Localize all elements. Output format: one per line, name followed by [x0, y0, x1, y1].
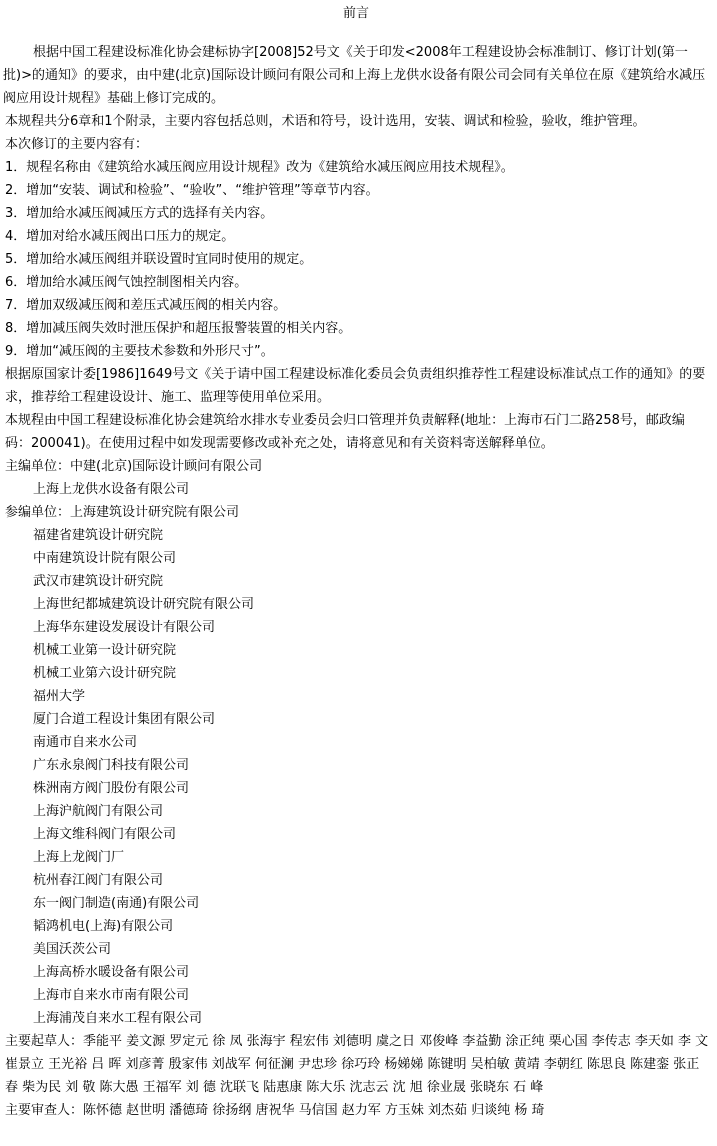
participating-unit: 南通市自来水公司: [33, 735, 138, 750]
list-item: 2．增加“安装、调试和检验”、“验收”、“维护管理”等章节内容。: [5, 183, 379, 198]
reviewers-paragraph: 主要审查人：陈怀德 赵世明 潘德琦 徐扬纲 唐祝华 马信国 赵力军 方玉妹 刘杰茹 归谈纯 杨 琦: [5, 1103, 545, 1118]
participating-unit: 上海上龙阀门厂: [33, 850, 125, 865]
participating-unit: 株洲南方阀门股份有限公司: [33, 781, 190, 796]
drafters-paragraph: 主要起草人：季能平 姜文源 罗定元 徐 凤 张海宇 程宏伟 刘德明 虞之日 邓俊峰 李益勤 涂正纯 栗心国 李传志 李天如 李 文 崔景立 王光裕 吕 晖 刘彦菁 殷家伟 刘战军 何征澜 尹忠珍 徐巧玲 杨娣娣 陈键明 吴柏敏 黄靖 李朝红 陈思良 陈建銮 张正春 柴为民 刘 敬 陈大愚 王福军 刘 德 沈联飞 陆惠康 陈大乐 沈志云 沈 旭 徐业晟 张晓东 石 峰: [5, 1034, 709, 1095]
participating-units-label: 参编单位：: [5, 505, 71, 520]
participating-unit: 机械工业第六设计研究院: [33, 666, 177, 681]
list-item: 9．增加“减压阀的主要技术参数和外形尺寸”。: [5, 344, 274, 359]
list-item: 8．增加减压阀失效时泄压保护和超压报警装置的相关内容。: [5, 321, 352, 336]
participating-unit: 上海市自来水市南有限公司: [33, 988, 190, 1003]
list-item: 5．增加给水减压阀组并联设置时宜同时使用的规定。: [5, 252, 313, 267]
chief-units-label: 主编单位：: [5, 459, 71, 474]
chief-unit: 中建(北京)国际设计顾问有限公司: [70, 459, 263, 474]
participating-unit: 机械工业第一设计研究院: [33, 643, 177, 658]
participating-unit: 广东永泉阀门科技有限公司: [33, 758, 190, 773]
participating-unit: 厦门合道工程设计集团有限公司: [33, 712, 216, 727]
participating-unit: 福建省建筑设计研究院: [33, 528, 164, 543]
participating-unit: 上海文维科阀门有限公司: [33, 827, 177, 842]
recommendation-paragraph: 根据原国家计委[1986]1649号文《关于请中国工程建设标准化委员会负责组织推荐性工程建设标准试点工作的通知》的要求，推荐给工程建设设计、施工、监理等使用单位采用。: [5, 367, 706, 405]
participating-unit: 武汉市建筑设计研究院: [33, 574, 164, 589]
participating-unit: 杭州春江阀门有限公司: [33, 873, 164, 888]
list-item: 1．规程名称由《建筑给水减压阀应用设计规程》改为《建筑给水减压阀应用技术规程》。: [5, 160, 514, 175]
participating-unit: 美国沃茨公司: [33, 942, 112, 957]
document-page: [0, 2, 717, 1146]
list-item: 6．增加给水减压阀气蚀控制图相关内容。: [5, 275, 248, 290]
list-item: 3．增加给水减压阀减压方式的选择有关内容。: [5, 206, 274, 221]
list-item: 4．增加对给水减压阀出口压力的规定。: [5, 229, 235, 244]
revisions-heading: 本次修订的主要内容有：: [5, 137, 149, 152]
revisions-list: [3, 156, 709, 363]
chief-units-list: [3, 478, 709, 501]
participating-unit: 中南建筑设计院有限公司: [33, 551, 177, 566]
page-title: 前言: [342, 6, 369, 21]
participating-unit: 上海沪航阀门有限公司: [33, 804, 164, 819]
chief-units-line: [3, 455, 709, 478]
participating-units-list: [3, 524, 709, 1030]
participating-unit: 韬鸿机电(上海)有限公司: [33, 919, 174, 934]
intro-paragraph: 根据中国工程建设标准化协会建标协字[2008]52号文《关于印发<2008年工程建设协会标准制订、修订计划(第一批)>的通知》的要求，由中建(北京)国际设计顾问有限公司和上海上龙供水设备有限公司会同有关单位在原《建筑给水减压阀应用设计规程》基础上修订完成的。: [3, 45, 706, 106]
participating-unit: 上海高桥水暖设备有限公司: [33, 965, 190, 980]
participating-units-line: [3, 501, 709, 524]
participating-unit: 东一阀门制造(南通)有限公司: [33, 896, 200, 911]
participating-unit: 福州大学: [33, 689, 86, 704]
participating-unit: 上海建筑设计研究院有限公司: [70, 505, 240, 520]
interpretation-paragraph: 本规程由中国工程建设标准化协会建筑给水排水专业委员会归口管理并负责解释(地址：上海市石门二路258号，邮政编码：200041)。在使用过程中如发现需要修改或补充之处，请将意见和有关资料寄送解释单位。: [5, 413, 685, 451]
participating-unit: 上海华东建设发展设计有限公司: [33, 620, 216, 635]
list-item: 7．增加双级减压阀和差压式减压阀的相关内容。: [5, 298, 287, 313]
chief-unit: 上海上龙供水设备有限公司: [33, 482, 190, 497]
scope-paragraph: 本规程共分6章和1个附录，主要内容包括总则，术语和符号，设计选用，安装、调试和检验，验收，维护管理。: [5, 114, 646, 129]
participating-unit: 上海浦茂自来水工程有限公司: [33, 1011, 203, 1026]
participating-unit: 上海世纪都城建筑设计研究院有限公司: [33, 597, 255, 612]
